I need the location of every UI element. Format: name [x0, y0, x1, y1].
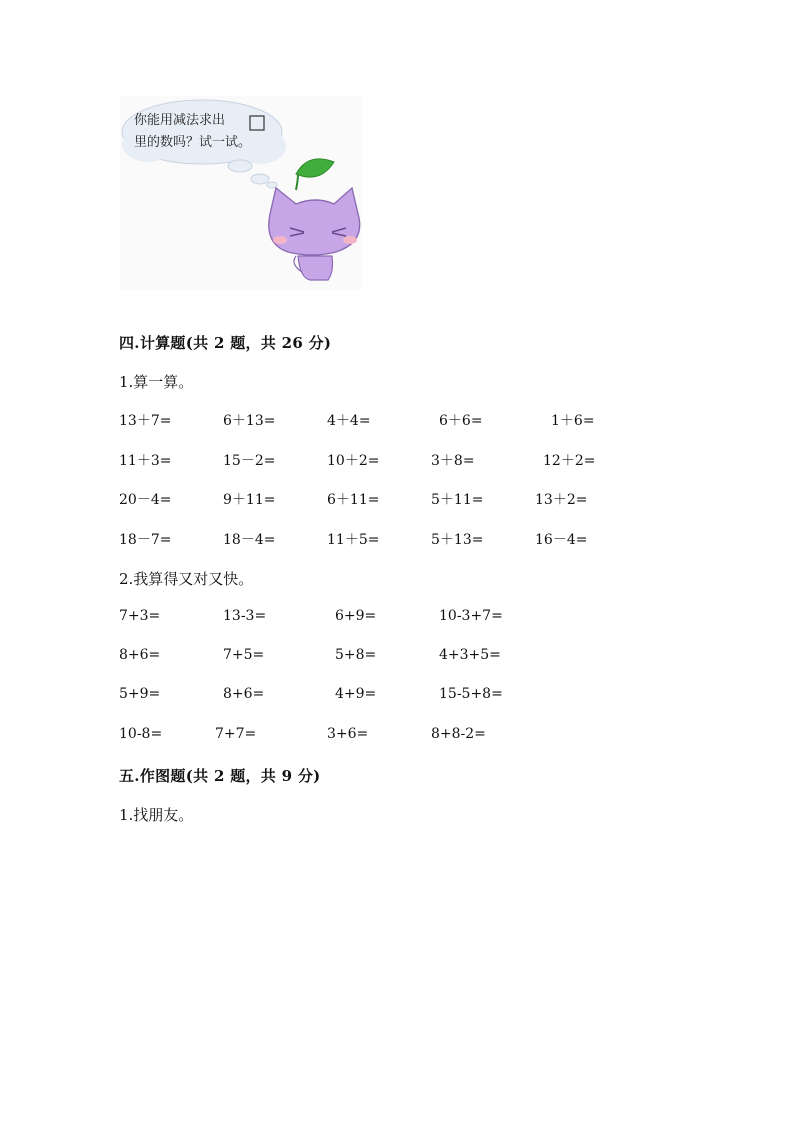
problem: 10-3+7=: [439, 608, 503, 624]
problem: 11＋5=: [327, 532, 380, 548]
problem: 5＋13=: [431, 532, 484, 548]
problem: 13-3=: [223, 608, 267, 624]
problem: 9＋11=: [223, 492, 276, 508]
bubble-line-2: 里的数吗？试一试。: [134, 135, 252, 150]
problem: 10-8=: [119, 726, 163, 742]
problem: 6＋13=: [223, 413, 276, 429]
illustration-cat-bubble: [120, 96, 362, 290]
problem: 13＋2=: [535, 492, 588, 508]
problem: 4+3+5=: [439, 647, 501, 663]
problem: 10＋2=: [327, 453, 380, 469]
problem: 20－4=: [119, 492, 172, 508]
problem: 8+6=: [223, 686, 265, 702]
problem: 7+5=: [223, 647, 265, 663]
problem: 18－4=: [223, 532, 276, 548]
problem: 15-5+8=: [439, 686, 503, 702]
problem: 13＋7=: [119, 413, 172, 429]
problem: 3＋8=: [431, 453, 475, 469]
section-5-question-1-title: 1.找朋友。: [119, 806, 194, 824]
problem: 16－4=: [535, 532, 588, 548]
problem: 5+8=: [335, 647, 377, 663]
problem: 5＋11=: [431, 492, 484, 508]
bubble-text: [134, 110, 284, 154]
problem: 4＋4=: [327, 413, 371, 429]
problem: 6+9=: [335, 608, 377, 624]
question-1-title: 1.算一算。: [119, 373, 194, 391]
problem: 3+6=: [327, 726, 369, 742]
problem: 7+7=: [215, 726, 257, 742]
problem: 8+6=: [119, 647, 161, 663]
section-4-title: 四.计算题(共 2 题，共 26 分): [119, 334, 332, 352]
problem: 6＋11=: [327, 492, 380, 508]
problem: 12＋2=: [543, 453, 596, 469]
question-2-title: 2.我算得又对又快。: [119, 570, 254, 588]
problem: 11＋3=: [119, 453, 172, 469]
problem: 8+8-2=: [431, 726, 486, 742]
problem: 1＋6=: [551, 413, 595, 429]
problem: 18－7=: [119, 532, 172, 548]
problem: 4+9=: [335, 686, 377, 702]
bubble-line-1: 你能用减法求出: [134, 113, 226, 128]
problem: 6＋6=: [439, 413, 483, 429]
problem: 15－2=: [223, 453, 276, 469]
problem: 5+9=: [119, 686, 161, 702]
section-5-title: 五.作图题(共 2 题，共 9 分): [119, 767, 321, 785]
problem: 7+3=: [119, 608, 161, 624]
